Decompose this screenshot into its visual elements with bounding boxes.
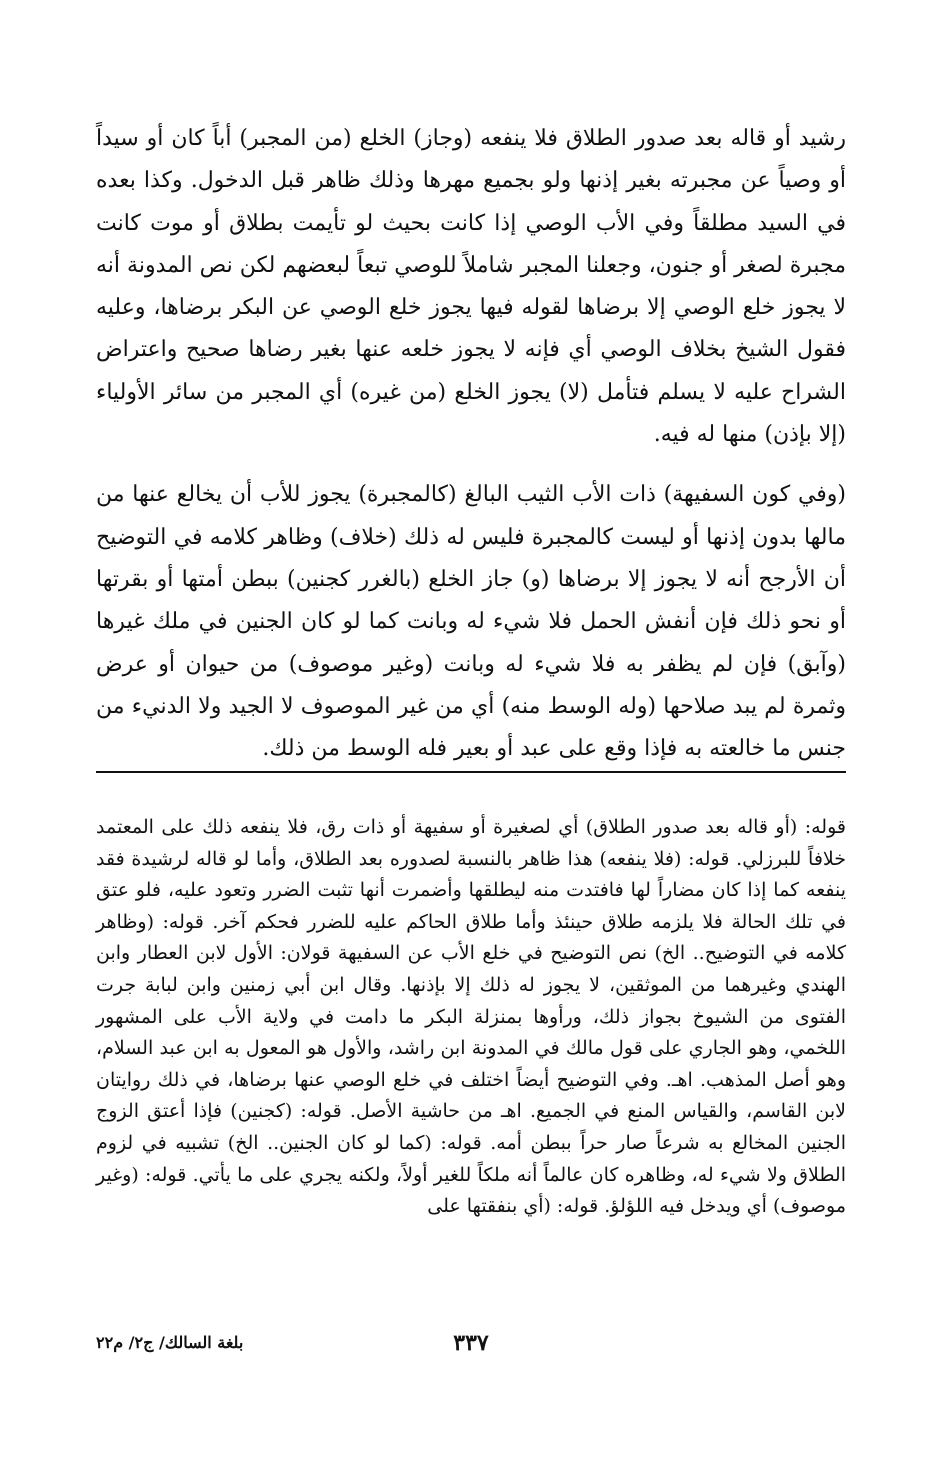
page-number: ٣٣٧ <box>453 1330 489 1356</box>
page-footer <box>96 1330 846 1366</box>
footnotes-text: قوله: (أو قاله بعد صدور الطلاق) أي لصغيرة أو سفيهة أو ذات رق، فلا ينفعه ذلك على المعتمد خلافاً للبرزلي. قوله: (فلا ينفعه) هذا ظاهر بالنسبة لصدوره بعد الطلاق، وأما لو قاله لرشيدة فقد ينفعه كما إذا كان مضاراً لها فافتدت منه ليطلقها وأضمرت أنها تثبت الضرر وتعود عليه، فلو عتق في تلك الحالة فلا يلزمه طلاق حينئذ وأما طلاق الحاكم عليه للضرر فحكم آخر. قوله: (وظاهر كلامه في التوضيح.. الخ) نص التوضيح في خلع الأب عن السفيهة قولان: الأول لابن العطار وابن الهندي وغيرهما من الموثقين، لا يجوز له ذلك إلا بإذنها. وقال ابن أبي زمنين وابن لبابة جرت الفتوى من الشيوخ بجواز ذلك، ورأوها بمنزلة البكر ما دامت في ولاية الأب على المشهور اللخمي، وهو الجاري على قول مالك في المدونة ابن راشد، والأول هو المعول به ابن عبد السلام، وهو أصل المذهب. اهـ. وفي التوضيح أيضاً اختلف في خلع الوصي عنها برضاها، في ذلك روايتان لابن القاسم، والقياس المنع في الجميع. اهـ من حاشية الأصل. قوله: (كجنين) فإذا أعتق الزوج الجنين المخالع به شرعاً صار حراً ببطن أمه. قوله: (كما لو كان الجنين.. الخ) تشبيه في لزوم الطلاق ولا شيء له، وظاهره كان عالماً أنه ملكاً للغير أولاً، ولكنه يجري على ما يأتي. قوله: (وغير موصوف) أي ويدخل فيه اللؤلؤ. قوله: (أي بنفقتها على <box>96 816 846 1218</box>
footnote-separator <box>96 771 846 773</box>
main-paragraph-1: رشيد أو قاله بعد صدور الطلاق فلا ينفعه (وجاز) الخلع (من المجبر) أباً كان أو سيداً أو وصياً عن مجبرته بغير إذنها ولو بجميع مهرها وذلك ظاهر قبل الدخول. وكذا بعده في السيد مطلقاً وفي الأب الوصي إذا كانت بحيث لو تأيمت بطلاق أو موت كانت مجبرة لصغر أو جنون، وجعلنا المجبر شاملاً للوصي تبعاً لبعضهم لكن نص المدونة أنه لا يجوز خلع الوصي إلا برضاها لقوله فيها يجوز خلع الوصي عن البكر برضاها، وعليه فقول الشيخ بخلاف الوصي أي فإنه لا يجوز خلعه عنها بغير رضاها صحيح واعتراض الشراح عليه لا يسلم فتأمل (لا) يجوز الخلع (من غيره) أي المجبر من سائر الأولياء (إلا بإذن) منها له فيه. <box>96 126 846 448</box>
book-signature: بلغة السالك/ ج٢/ م٢٢ <box>96 1333 244 1352</box>
main-text <box>96 118 846 770</box>
main-paragraph-2: (وفي كون السفيهة) ذات الأب الثيب البالغ (كالمجبرة) يجوز للأب أن يخالع عنها من مالها بدون إذنها أو ليست كالمجبرة فليس له ذلك (خلاف) وظاهر كلامه في التوضيح أن الأرجح أنه لا يجوز إلا برضاها (و) جاز الخلع (بالغرر كجنين) ببطن أمتها أو بقرتها أو نحو ذلك فإن أنفش الحمل فلا شيء له وبانت كما لو كان الجنين في ملك غيرها (وآبق) فإن لم يظفر به فلا شيء له وبانت (وغير موصوف) من حيوان أو عرض وثمرة لم يبد صلاحها (وله الوسط منه) أي من غير الموصوف لا الجيد ولا الدنيء من جنس ما خالعته به فإذا وقع على عبد أو بعير فله الوسط من ذلك. <box>96 482 847 762</box>
footnotes <box>96 812 846 1223</box>
